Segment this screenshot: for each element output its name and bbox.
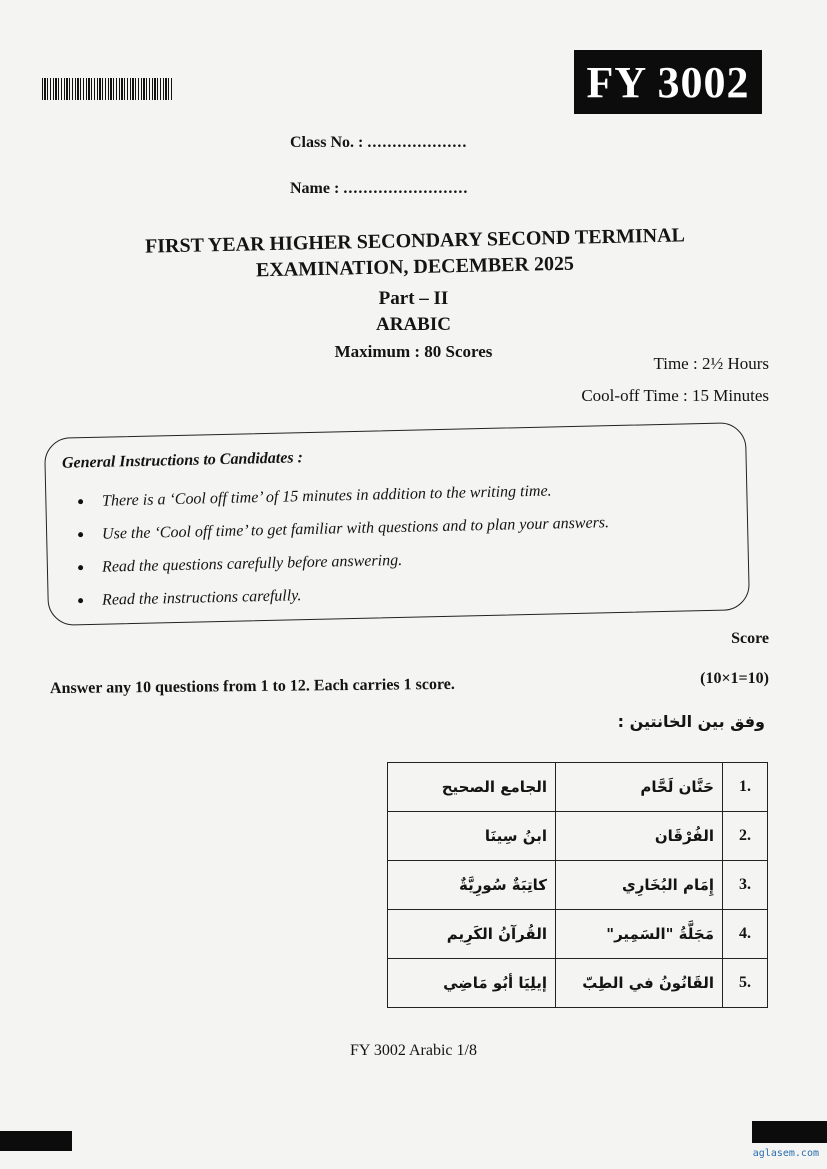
column-a-cell: القَانُونُ في الطِبّ xyxy=(556,959,723,1008)
time-label: Time : 2½ Hours xyxy=(653,354,769,373)
column-a-cell: مَجَلَّةُ "السَمِير" xyxy=(556,910,723,959)
score-column-label: Score xyxy=(731,630,769,647)
table-row xyxy=(388,763,768,812)
scan-marker xyxy=(752,1121,827,1143)
class-no-field xyxy=(290,134,467,152)
barcode xyxy=(42,78,174,100)
instruction-item: Use the ‘Cool off time’ to get familiar with questions and to plan your answers. xyxy=(72,504,723,552)
name-blank: ......................... xyxy=(343,180,469,197)
question-number: 2. xyxy=(723,812,768,861)
column-b-cell: الجامع الصحيح xyxy=(388,763,556,812)
question-number: 3. xyxy=(723,861,768,910)
paper-code-badge: FY 3002 xyxy=(574,50,762,114)
instruction-item: Read the instructions carefully. xyxy=(72,570,723,618)
column-b-cell: كاتِبَةٌ سُورِيَّةٌ xyxy=(388,861,556,910)
question-number: 5. xyxy=(723,959,768,1008)
name-field xyxy=(290,180,468,198)
column-a-cell: الفُرْقَان xyxy=(556,812,723,861)
page-footer: FY 3002 Arabic 1/8 xyxy=(350,1042,477,1059)
class-no-blank: .................... xyxy=(367,134,468,151)
max-score-label: Maximum : 80 Scores xyxy=(334,342,493,361)
question-number: 4. xyxy=(723,910,768,959)
table-row xyxy=(388,861,768,910)
instruction-item: There is a ‘Cool off time’ of 15 minutes in addition to the writing time. xyxy=(72,471,723,519)
table-row xyxy=(388,910,768,959)
class-no-label: Class No. : xyxy=(290,134,364,151)
column-a-cell: إِمَام البُخَارِي xyxy=(556,861,723,910)
column-a-cell: حَنَّان لَحَّام xyxy=(556,763,723,812)
site-watermark: aglasem.com xyxy=(752,1148,819,1159)
scan-marker xyxy=(0,1131,72,1151)
arabic-instruction: وفق بين الخانتين : xyxy=(617,712,765,731)
section-marks: (10×1=10) xyxy=(700,670,769,687)
question-number: 1. xyxy=(723,763,768,812)
table-row xyxy=(388,812,768,861)
instruction-item: Read the questions carefully before answering. xyxy=(72,537,723,585)
part-label: Part – II xyxy=(378,288,449,309)
subject-label: ARABIC xyxy=(376,314,451,335)
name-label: Name : xyxy=(290,180,340,197)
column-b-cell: إيلِيَا أبُو مَاضِي xyxy=(388,959,556,1008)
column-b-cell: ابنُ سِينَا xyxy=(388,812,556,861)
instructions-heading: General Instructions to Candidates : xyxy=(61,449,304,472)
matching-table xyxy=(387,762,768,1008)
table-row xyxy=(388,959,768,1008)
column-b-cell: القُرآنُ الكَرِيم xyxy=(388,910,556,959)
cool-off-label: Cool-off Time : 15 Minutes xyxy=(581,386,769,405)
instructions-list xyxy=(72,478,722,610)
section-instruction: Answer any 10 questions from 1 to 12. Each carries 1 score. xyxy=(49,675,455,698)
exam-title-line1: FIRST YEAR HIGHER SECONDARY SECOND TERMINAL xyxy=(144,224,686,258)
exam-title-line2: EXAMINATION, DECEMBER 2025 xyxy=(255,252,575,282)
